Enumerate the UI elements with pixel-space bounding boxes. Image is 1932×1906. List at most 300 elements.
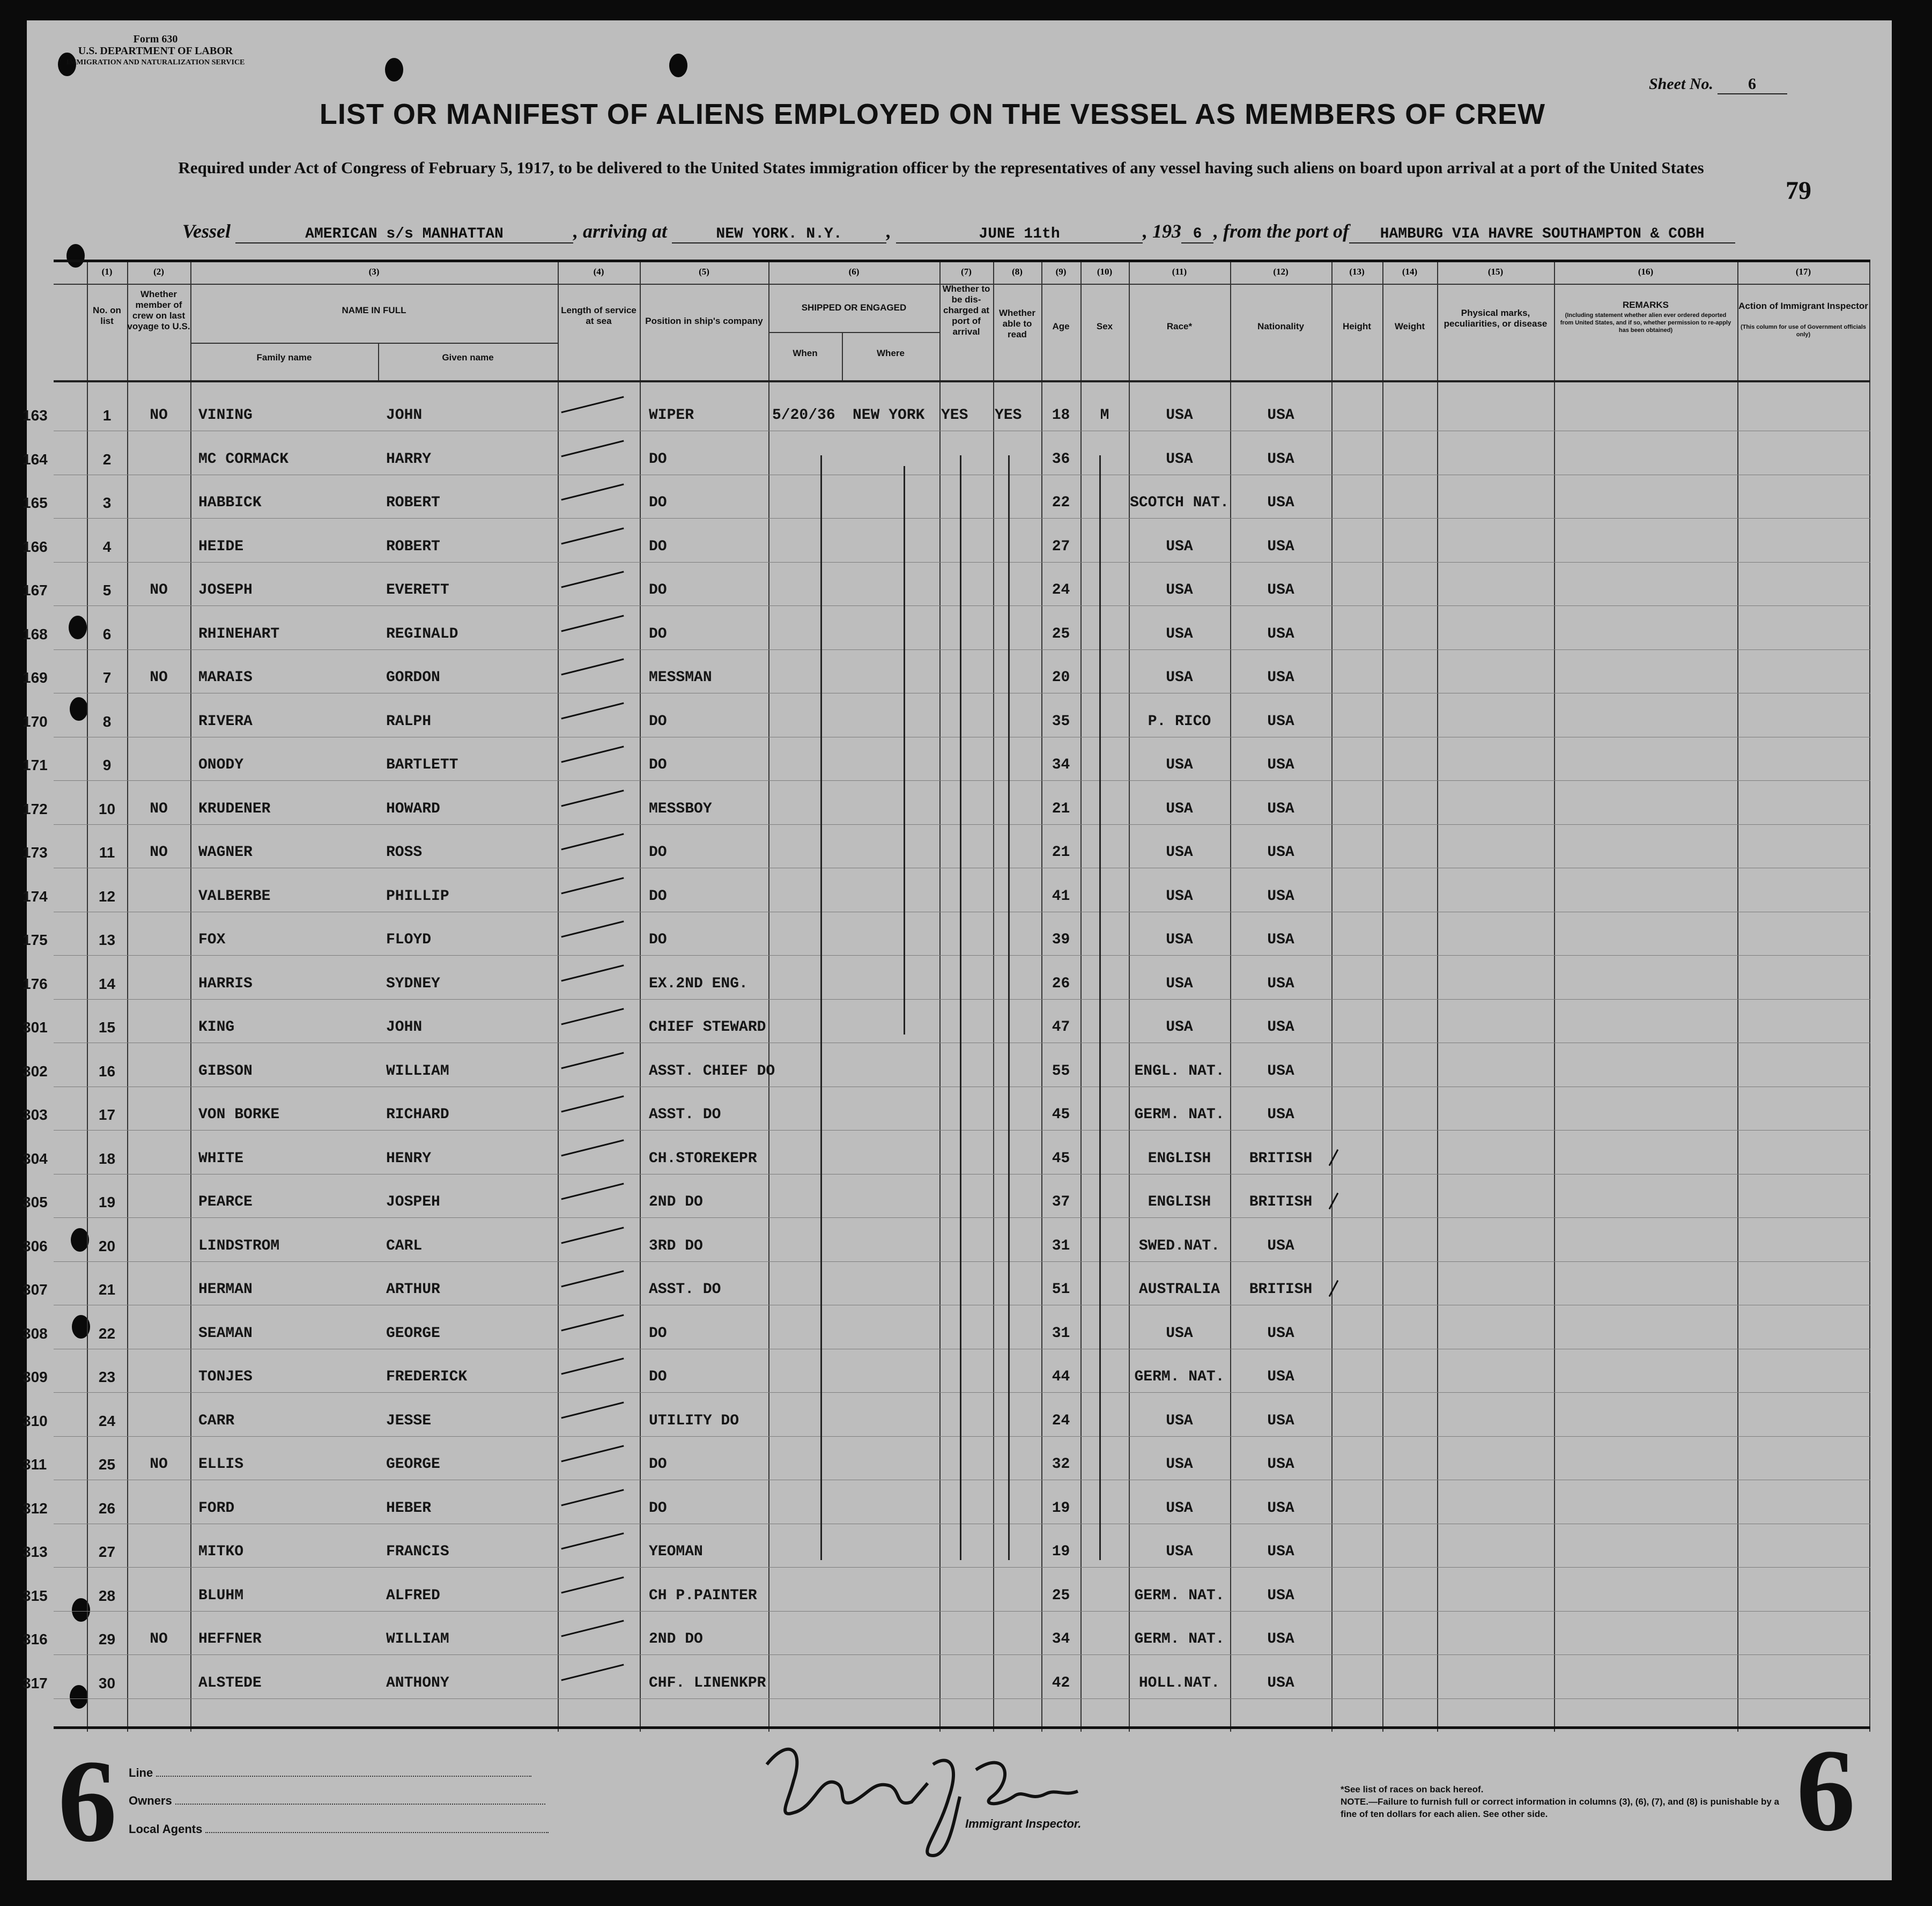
ditto-stroke	[1008, 455, 1010, 1560]
page-title: LIST OR MANIFEST OF ALIENS EMPLOYED ON THE VESSEL AS MEMBERS OF CREW	[319, 98, 1546, 130]
cell-nationality: USA	[1267, 582, 1294, 599]
cell-given-name: FLOYD	[386, 932, 432, 948]
cell-nationality: USA	[1267, 1674, 1294, 1691]
cell-last-voyage: NO	[150, 407, 168, 424]
cell-position: DO	[649, 844, 667, 861]
header-height: Height	[1343, 321, 1371, 331]
service-slash-mark	[561, 396, 624, 413]
row-rule	[54, 780, 1870, 781]
cell-no-on-list: 3	[102, 494, 112, 511]
cell-sex: M	[1100, 407, 1109, 424]
cell-reference-number: 315	[23, 1587, 48, 1604]
cell-race: ENGL. NAT.	[1134, 1062, 1225, 1080]
cell-given-name: ROBERT	[386, 538, 440, 555]
cell-race: USA	[1166, 1499, 1193, 1517]
cell-race: USA	[1166, 932, 1193, 948]
service-slash-mark	[561, 746, 624, 763]
cell-no-on-list: 16	[98, 1062, 116, 1080]
cell-nationality: USA	[1267, 1412, 1294, 1429]
row-rule	[54, 649, 1870, 650]
service-slash-mark	[561, 571, 624, 588]
cell-no-on-list: 25	[98, 1456, 116, 1473]
service-slash-mark	[561, 1576, 624, 1593]
cell-given-name: HEBER	[386, 1499, 432, 1517]
cell-age: 24	[1052, 582, 1070, 599]
cell-race: USA	[1166, 669, 1193, 686]
cell-family-name: MARAIS	[198, 669, 253, 686]
row-rule	[54, 518, 1870, 519]
header-action-inspector: Action of Immigrant Inspector	[1738, 301, 1868, 311]
cell-no-on-list: 6	[102, 625, 112, 642]
cell-age: 24	[1052, 1412, 1070, 1429]
cell-nationality: BRITISH	[1249, 1281, 1313, 1298]
cell-race: USA	[1166, 450, 1193, 468]
cell-reference-number: 166	[23, 538, 48, 555]
cell-race: USA	[1166, 888, 1193, 905]
cell-reference-number: 176	[23, 975, 48, 992]
cell-position: DO	[649, 1325, 667, 1342]
cell-position: CH.STOREKEPR	[649, 1150, 757, 1167]
cell-no-on-list: 27	[98, 1543, 116, 1560]
cell-family-name: WHITE	[198, 1150, 244, 1167]
col-number: (14)	[1402, 267, 1418, 277]
row-rule	[54, 1392, 1870, 1393]
cell-family-name: HEFFNER	[198, 1631, 262, 1648]
header-when: When	[793, 348, 818, 358]
service-slash-mark	[561, 1401, 624, 1419]
cell-age: 34	[1052, 1631, 1070, 1648]
header-no-on-list: No. on list	[93, 305, 121, 326]
cell-family-name: RIVERA	[198, 713, 253, 730]
cell-family-name: MITKO	[198, 1543, 244, 1560]
header-physical-marks: Physical marks, peculiarities, or disease	[1444, 308, 1548, 329]
cell-last-voyage: NO	[150, 1631, 168, 1648]
col-number: (1)	[101, 267, 113, 277]
sheet-number: Sheet No. 6	[1649, 75, 1787, 94]
cell-nationality: USA	[1267, 975, 1294, 992]
cell-no-on-list: 1	[102, 407, 112, 424]
service-slash-mark	[561, 659, 624, 676]
cell-reference-number: 168	[23, 625, 48, 642]
service-slash-mark	[561, 1445, 624, 1462]
cell-family-name: HEIDE	[198, 538, 244, 555]
header-length-service: Length of service at sea	[561, 305, 636, 326]
cell-given-name: JOHN	[386, 1019, 423, 1036]
cell-family-name: GIBSON	[198, 1062, 253, 1080]
row-rule	[54, 999, 1870, 1000]
page-subtitle: Required under Act of Congress of February 5, 1917, to be delivered to the United States immigration officer by the representatives of any vessel having such aliens on board upon arrival at a port of the United States	[178, 158, 1704, 177]
service-slash-mark	[561, 1139, 624, 1156]
row-rule	[54, 1567, 1870, 1568]
cell-given-name: GEORGE	[386, 1325, 440, 1342]
cell-reference-number: 309	[23, 1369, 48, 1385]
cell-nationality: USA	[1267, 1499, 1294, 1517]
row-rule	[54, 1261, 1870, 1262]
cell-reference-number: 170	[23, 713, 48, 730]
header-weight: Weight	[1394, 321, 1425, 331]
cell-family-name: MC CORMACK	[198, 450, 289, 468]
inspector-label: Immigrant Inspector.	[965, 1817, 1082, 1830]
cell-race: USA	[1166, 582, 1193, 599]
cell-race: USA	[1166, 757, 1193, 773]
cell-age: 26	[1052, 975, 1070, 992]
header-able-to-read: Whether able to read	[999, 308, 1035, 339]
cell-able-to-read: YES	[995, 407, 1022, 424]
cell-no-on-list: 7	[102, 669, 112, 686]
header-action-note: (This column for use of Government officials only)	[1740, 324, 1867, 338]
cell-reference-number: 306	[23, 1237, 48, 1254]
vessel-line: Vessel AMERICAN s/s MANHATTAN , arriving at NEW YORK. N.Y. , JUNE 11th , 193 6 , from the port of HAMBURG VIA HAVRE SOUTHAMPTON & COBH	[182, 220, 1735, 243]
cell-family-name: SEAMAN	[198, 1325, 253, 1342]
ditto-stroke	[904, 466, 905, 1035]
cell-age: 51	[1052, 1281, 1070, 1298]
cell-given-name: ROBERT	[386, 494, 440, 511]
cell-given-name: RICHARD	[386, 1106, 449, 1123]
col-number: (13)	[1349, 267, 1365, 277]
service-slash-mark	[561, 1620, 624, 1637]
col-number: (8)	[1012, 267, 1023, 277]
cell-no-on-list: 30	[98, 1674, 116, 1691]
cell-reference-number: 167	[23, 582, 48, 599]
header-name: NAME IN FULL	[342, 305, 406, 315]
cell-given-name: PHILLIP	[386, 888, 449, 905]
cell-given-name: WILLIAM	[386, 1062, 449, 1080]
col-number: (4)	[593, 267, 604, 277]
row-rule	[54, 1698, 1870, 1699]
header-where: Where	[877, 348, 905, 358]
cell-family-name: WAGNER	[198, 844, 253, 861]
cell-family-name: HERMAN	[198, 1281, 253, 1298]
cell-nationality: USA	[1267, 1456, 1294, 1473]
owners-field: Owners	[129, 1794, 545, 1808]
cell-age: 19	[1052, 1499, 1070, 1517]
service-slash-mark	[561, 1008, 624, 1025]
cell-given-name: WILLIAM	[386, 1631, 449, 1648]
cell-reference-number: 304	[23, 1150, 48, 1167]
cell-age: 45	[1052, 1106, 1070, 1123]
cell-family-name: FORD	[198, 1499, 235, 1517]
cell-no-on-list: 17	[98, 1106, 116, 1123]
cell-given-name: HARRY	[386, 450, 432, 468]
cell-age: 25	[1052, 1587, 1070, 1604]
row-rule	[54, 1436, 1870, 1437]
cell-nationality: USA	[1267, 1587, 1294, 1604]
cell-reference-number: 164	[23, 450, 48, 468]
row-rule	[54, 824, 1870, 825]
cell-no-on-list: 20	[98, 1237, 116, 1254]
service-slash-mark	[561, 440, 624, 457]
header-race: Race*	[1166, 321, 1193, 331]
cell-reference-number: 175	[23, 932, 48, 948]
cell-no-on-list: 9	[102, 757, 112, 773]
cell-family-name: VINING	[198, 407, 253, 424]
row-rule	[54, 562, 1870, 563]
ditto-stroke	[1099, 455, 1101, 1560]
punch-hole	[669, 54, 687, 77]
cell-position: DO	[649, 625, 667, 642]
arrival-date: JUNE 11th	[896, 226, 1143, 243]
service-slash-mark	[561, 615, 624, 632]
cell-nationality: USA	[1267, 713, 1294, 730]
cell-where: NEW YORK	[853, 407, 925, 424]
cell-no-on-list: 24	[98, 1412, 116, 1429]
cell-age: 18	[1052, 407, 1070, 424]
cell-position: MESSBOY	[649, 800, 712, 817]
cell-last-voyage: NO	[150, 844, 168, 861]
cell-age: 20	[1052, 669, 1070, 686]
cell-position: DO	[649, 1456, 667, 1473]
cell-race: GERM. NAT.	[1134, 1631, 1225, 1648]
cell-given-name: ALFRED	[386, 1587, 440, 1604]
service-slash-mark	[561, 1358, 624, 1375]
cell-race: USA	[1166, 538, 1193, 555]
cell-given-name: ANTHONY	[386, 1674, 449, 1691]
col-number: (3)	[368, 267, 380, 277]
cell-age: 55	[1052, 1062, 1070, 1080]
cell-position: YEOMAN	[649, 1543, 703, 1560]
row-rule	[54, 1611, 1870, 1612]
cell-nationality: USA	[1267, 1062, 1294, 1080]
cell-last-voyage: NO	[150, 800, 168, 817]
cell-position: UTILITY DO	[649, 1412, 739, 1429]
service-slash-mark	[561, 1227, 624, 1244]
cell-family-name: CARR	[198, 1412, 235, 1429]
cell-no-on-list: 22	[98, 1325, 116, 1342]
cell-family-name: TONJES	[198, 1369, 253, 1385]
cell-family-name: ALSTEDE	[198, 1674, 262, 1691]
cell-race: HOLL.NAT.	[1138, 1674, 1220, 1691]
cell-reference-number: 312	[23, 1499, 48, 1517]
cell-reference-number: 302	[23, 1062, 48, 1080]
cell-no-on-list: 23	[98, 1369, 116, 1385]
cell-family-name: JOSEPH	[198, 582, 253, 599]
cell-race: USA	[1166, 975, 1193, 992]
header-remarks: REMARKS	[1623, 300, 1669, 310]
cell-race: GERM. NAT.	[1134, 1106, 1225, 1123]
cell-given-name: FRANCIS	[386, 1543, 449, 1560]
cell-last-voyage: NO	[150, 582, 168, 599]
ditto-stroke	[820, 455, 822, 1560]
service-slash-mark	[561, 1489, 624, 1506]
header-remarks-note: (Including statement whether alien ever ordered deported from United States, and if so, whether permission to re-apply has been obtained)	[1560, 312, 1731, 334]
inspector-signature	[756, 1732, 1099, 1879]
cell-position: DO	[649, 494, 667, 511]
cell-reference-number: 171	[23, 757, 48, 773]
cell-no-on-list: 8	[102, 713, 112, 730]
cell-family-name: KRUDENER	[198, 800, 271, 817]
cell-family-name: VON BORKE	[198, 1106, 280, 1123]
cell-last-voyage: NO	[150, 669, 168, 686]
cell-race: ENGLISH	[1148, 1150, 1211, 1167]
cell-given-name: FREDERICK	[386, 1369, 468, 1385]
cell-given-name: RALPH	[386, 713, 432, 730]
cell-no-on-list: 19	[98, 1194, 116, 1210]
cell-family-name: HARRIS	[198, 975, 253, 992]
header-family-name: Family name	[256, 352, 312, 363]
ditto-stroke	[960, 455, 961, 1560]
cell-no-on-list: 5	[102, 582, 112, 599]
cell-no-on-list: 11	[99, 844, 115, 861]
service-slash-mark	[561, 1270, 624, 1288]
cell-reference-number: 308	[23, 1325, 48, 1342]
cell-age: 39	[1052, 932, 1070, 948]
col-number: (11)	[1172, 267, 1187, 277]
cell-nationality: USA	[1267, 757, 1294, 773]
cell-position: DO	[649, 538, 667, 555]
cell-nationality: USA	[1267, 888, 1294, 905]
cell-position: ASST. CHIEF DO	[649, 1062, 775, 1080]
cell-nationality: USA	[1267, 494, 1294, 511]
cell-given-name: JOSPEH	[386, 1194, 440, 1210]
cell-race: USA	[1166, 1412, 1193, 1429]
department-label: U.S. DEPARTMENT OF LABOR	[78, 45, 233, 57]
cell-position: MESSMAN	[649, 669, 712, 686]
cell-no-on-list: 29	[98, 1631, 116, 1648]
service-slash-mark	[561, 1664, 624, 1681]
col-number: (7)	[961, 267, 972, 277]
cell-discharged: YES	[941, 407, 968, 424]
form-number	[43, 33, 268, 69]
cell-no-on-list: 10	[98, 800, 116, 817]
service-slash-mark	[561, 1096, 624, 1113]
cell-given-name: GEORGE	[386, 1456, 440, 1473]
header-discharged: Whether to be dis-charged at port of arrival	[942, 284, 990, 337]
cell-race: USA	[1166, 1019, 1193, 1036]
cell-nationality: USA	[1267, 1369, 1294, 1385]
service-slash-mark	[561, 1183, 624, 1200]
cell-position: ASST. DO	[649, 1281, 721, 1298]
cell-reference-number: 316	[23, 1631, 48, 1648]
cell-family-name: KING	[198, 1019, 235, 1036]
cell-race: USA	[1166, 1543, 1193, 1560]
cell-nationality: USA	[1267, 625, 1294, 642]
cell-age: 37	[1052, 1194, 1070, 1210]
cell-position: WIPER	[649, 407, 694, 424]
cell-reference-number: 169	[23, 669, 48, 686]
cell-nationality: USA	[1267, 669, 1294, 686]
cell-reference-number: 174	[23, 888, 48, 905]
cell-age: 34	[1052, 757, 1070, 773]
cell-age: 31	[1052, 1325, 1070, 1342]
cell-no-on-list: 26	[98, 1499, 116, 1517]
cell-age: 32	[1052, 1456, 1070, 1473]
cell-nationality: USA	[1267, 538, 1294, 555]
col-number: (9)	[1055, 267, 1067, 277]
col-number: (15)	[1487, 267, 1504, 277]
cell-family-name: HABBICK	[198, 494, 262, 511]
cell-age: 45	[1052, 1150, 1070, 1167]
row-rule	[54, 1217, 1870, 1218]
cell-given-name: ARTHUR	[386, 1281, 440, 1298]
stamp-number: 79	[1786, 176, 1811, 205]
cell-position: 2ND DO	[649, 1631, 703, 1648]
header-age: Age	[1052, 321, 1070, 331]
cell-nationality: USA	[1267, 407, 1294, 424]
row-rule	[54, 955, 1870, 956]
cell-age: 41	[1052, 888, 1070, 905]
cell-race: USA	[1166, 800, 1193, 817]
cell-position: CHIEF STEWARD	[649, 1019, 766, 1036]
service-slash-mark	[561, 877, 624, 894]
cell-age: 44	[1052, 1369, 1070, 1385]
cell-reference-number: 313	[23, 1543, 48, 1560]
cell-position: 2ND DO	[649, 1194, 703, 1210]
cell-position: DO	[649, 888, 667, 905]
cell-nationality: USA	[1267, 1237, 1294, 1254]
cell-given-name: ROSS	[386, 844, 423, 861]
cell-given-name: BARTLETT	[386, 757, 458, 773]
cell-reference-number: 303	[23, 1106, 48, 1123]
cell-given-name: EVERETT	[386, 582, 449, 599]
service-slash-mark	[561, 964, 624, 981]
cell-position: DO	[649, 450, 667, 468]
vessel-name: AMERICAN s/s MANHATTAN	[235, 226, 573, 243]
cell-reference-number: 163	[23, 407, 48, 424]
header-position: Position in ship's company	[645, 316, 763, 326]
cell-reference-number: 301	[23, 1019, 48, 1036]
cell-family-name: FOX	[198, 932, 226, 948]
cell-reference-number: 305	[23, 1194, 48, 1210]
service-slash-mark	[561, 1052, 624, 1069]
header-shipped: SHIPPED OR ENGAGED	[801, 302, 907, 313]
cell-position: DO	[649, 1369, 667, 1385]
service-slash-mark	[561, 833, 624, 851]
cell-when: 5/20/36	[772, 407, 835, 424]
cell-family-name: VALBERBE	[198, 888, 271, 905]
cell-position: ASST. DO	[649, 1106, 721, 1123]
cell-family-name: BLUHM	[198, 1587, 244, 1604]
cell-family-name: PEARCE	[198, 1194, 253, 1210]
cell-age: 42	[1052, 1674, 1070, 1691]
cell-reference-number: 173	[23, 844, 48, 861]
cell-age: 47	[1052, 1019, 1070, 1036]
cell-no-on-list: 18	[98, 1150, 116, 1167]
cell-position: EX.2ND ENG.	[649, 975, 748, 992]
cell-family-name: LINDSTROM	[198, 1237, 280, 1254]
header-given-name: Given name	[442, 352, 494, 363]
cell-nationality: USA	[1267, 1106, 1294, 1123]
col-number: (12)	[1273, 267, 1289, 277]
cell-no-on-list: 21	[98, 1281, 116, 1298]
cell-nationality: USA	[1267, 1325, 1294, 1342]
line-field: Line	[129, 1766, 531, 1780]
cell-race: SWED.NAT.	[1138, 1237, 1220, 1254]
service-slash-mark	[561, 1314, 624, 1331]
cell-last-voyage: NO	[150, 1456, 168, 1473]
cell-no-on-list: 2	[102, 450, 112, 468]
cell-age: 25	[1052, 625, 1070, 642]
cell-position: DO	[649, 1499, 667, 1517]
header-crew-last-voyage: Whether member of crew on last voyage to U.S.	[127, 289, 190, 331]
cell-nationality: USA	[1267, 450, 1294, 468]
service-slash-mark	[561, 921, 624, 938]
footnote: *See list of races on back hereof. NOTE.—Failure to furnish full or correct information in columns (3), (6), (7), and (8) is punishable by a fine of ten dollars for each alien. See other side.	[1341, 1784, 1779, 1819]
col-number: (6)	[848, 267, 860, 277]
cell-age: 35	[1052, 713, 1070, 730]
cell-given-name: JOHN	[386, 407, 423, 424]
row-rule	[54, 1654, 1870, 1655]
cell-nationality: USA	[1267, 1543, 1294, 1560]
cell-given-name: HOWARD	[386, 800, 440, 817]
cell-no-on-list: 4	[102, 538, 112, 555]
col-number: (2)	[153, 267, 164, 277]
cell-race: SCOTCH NAT.	[1130, 494, 1229, 511]
col-number: (17)	[1795, 267, 1811, 277]
cell-given-name: HENRY	[386, 1150, 432, 1167]
cell-age: 22	[1052, 494, 1070, 511]
service-slash-mark	[561, 484, 624, 501]
cell-nationality: USA	[1267, 800, 1294, 817]
